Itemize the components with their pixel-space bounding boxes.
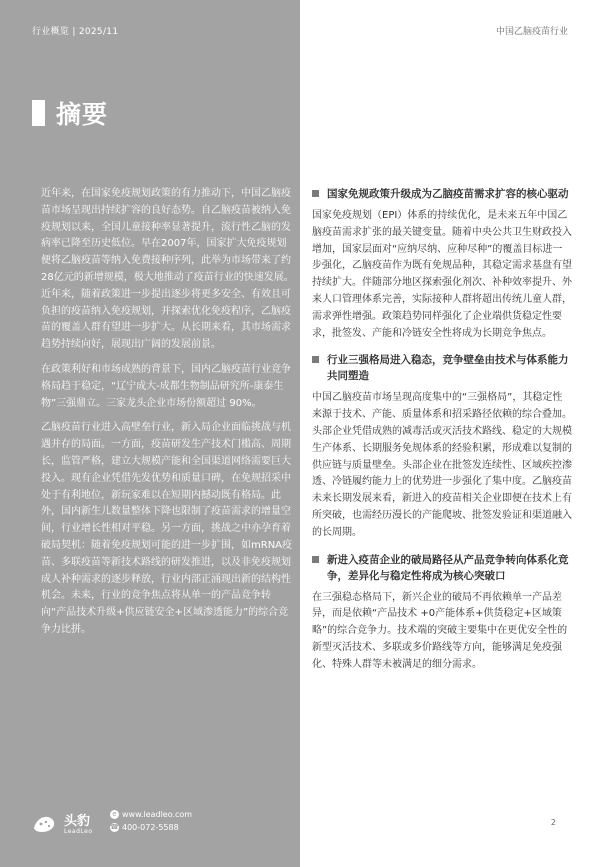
finding-body: 中国乙脑疫苗市场呈现高度集中的“三强格局”，其稳定性来源于技术、产能、质量体系和招采路径依赖的综合叠加。头部企业凭借成熟的减毒活或灭活技术路线、稳定的大规模生产体系、长期服务免规体系的经验积累，形成难以复制的供应链与质量壁垒。头部企业在批签发连续性、区域疾控渗透、冷链履约能力上的优势进一步强化了集中度。乙脑疫苗未来长期发展来看，新进入的疫苗相关企业即便在技术上有所突破，也需经历漫长的产能爬坡、批签发验证和渠道融入的长周期。 xyxy=(312,392,572,538)
logo-leopard-icon xyxy=(32,812,56,834)
finding-heading: 国家免规政策升级成为乙脑疫苗需求扩容的核心驱动 xyxy=(327,188,569,200)
phone-number: 400-072-5588 xyxy=(122,823,179,832)
finding-heading: 行业三强格局进入稳态，竞争壁垒由技术与体系能力共同塑造 xyxy=(327,354,569,383)
logo-english-name: LeadLeo xyxy=(64,828,93,835)
summary-paragraph: 近年来，在国家免疫规划政策的有力推动下，中国乙脑疫苗市场呈现出持续扩容的良好态势。自乙脑疫苗被纳入免疫规划以来，全国儿童接种率显著提升，流行性乙脑的发病率已降至历史低位。早在2007年，国家扩大免疫规划便将乙脑疫苗等纳入免费接种序列，此举为市场带来了约28亿元的新增规模，极大地推动了疫苗行业的快速发展。近年来，随着政策进一步提出逐步将更多安全、有效且可负担的疫苗纳入免疫规划，并探索优化免疫程序，乙脑疫苗的覆盖人群有望进一步扩大。从长期来看，其市场需求趋势持续向好，展现出广阔的发展前景。 xyxy=(41,188,294,351)
report-category-label: 行业概览 | 2025/11 xyxy=(32,27,119,37)
page-number: 2 xyxy=(550,818,556,827)
square-bullet-icon xyxy=(312,356,319,363)
website-link[interactable]: www.leadleo.com xyxy=(122,810,193,819)
square-bullet-icon xyxy=(312,556,319,563)
brand-logo xyxy=(32,806,102,836)
finding-section xyxy=(312,552,572,674)
finding-section xyxy=(312,352,572,541)
summary-text xyxy=(41,186,294,647)
finding-section xyxy=(312,186,572,342)
phone-icon: ☎ xyxy=(110,823,119,831)
finding-heading: 新进入疫苗企业的破局路径从产品竞争转向体系化竞争，差异化与稳定性将成为核心突破口 xyxy=(327,553,569,582)
finding-body: 国家免疫规划（EPI）体系的持续优化，是未来五年中国乙脑疫苗需求扩张的最关键变量。随着中央公共卫生财政投入增加，国家层面对“应纳尽纳、应种尽种”的覆盖目标进一步强化，乙脑疫苗作为既有免规品种，其稳定需求基盘有望持续扩大。伴随部分地区探索强化剂次、补种效率提升、外来人口管理体系完善，实际接种人群将超出传统儿童人群，需求弹性增强。政策趋势同样强化了企业端供货稳定性要求，批签发、产能和冷链安全性将成为长期竞争焦点。 xyxy=(312,210,572,339)
contact-info xyxy=(110,808,192,834)
summary-paragraph: 在政策利好和市场成熟的背景下，国内乙脑疫苗行业竞争格局趋于稳定，“辽宁成大-成都生物制品研究所-康泰生物”三强鼎立。三家龙头企业市场份额超过 90%。 xyxy=(41,363,291,409)
web-icon: e xyxy=(110,810,119,819)
summary-paragraph: 乙脑疫苗行业进入高壁垒行业，新入局企业面临挑战与机遇并存的局面。一方面，疫苗研发生产技术门槛高、周期长，监管严格，建立大规模产能和全国渠道网络需要巨大投入。现有企业凭借先发优势和质量口碑，在免规招采中处于有利地位，新玩家难以在短期内撼动既有格局。此外，国内新生儿数量整体下降也限制了疫苗需求的增量空间，行业增长性相对平稳。另一方面，挑战之中亦孕育着破局契机：随着免疫规划可能的进一步扩围，如mRNA疫苗、多联疫苗等新技术路线的研发推进，以及非免疫规划成人补种需求的逐步释放，行业内部正涌现出新的结构性机会。未来，行业的竞争焦点将从单一的产品竞争转向“产品技术升级+供应链安全+区域渗透能力”的综合竞争力比拼。 xyxy=(41,422,293,635)
finding-body: 在三强稳态格局下，新兴企业的破局不再依赖单一产品差异，而是依赖“产品技术 +0产能体系+供货稳定+区域策略”的综合竞争力。技术端的突破主要集中在更优安全性的新型灭活技术、多联或多价路线等方向，能够满足免疫强化、特殊人群等未被满足的细分需求。 xyxy=(312,591,568,670)
logo-chinese-name: 头豹 xyxy=(64,814,91,829)
key-findings xyxy=(312,186,572,684)
square-bullet-icon xyxy=(312,190,319,197)
title-accent-bar xyxy=(32,100,45,126)
report-topic-label: 中国乙脑疫苗行业 xyxy=(495,27,568,37)
page-title: 摘要 xyxy=(56,100,109,129)
